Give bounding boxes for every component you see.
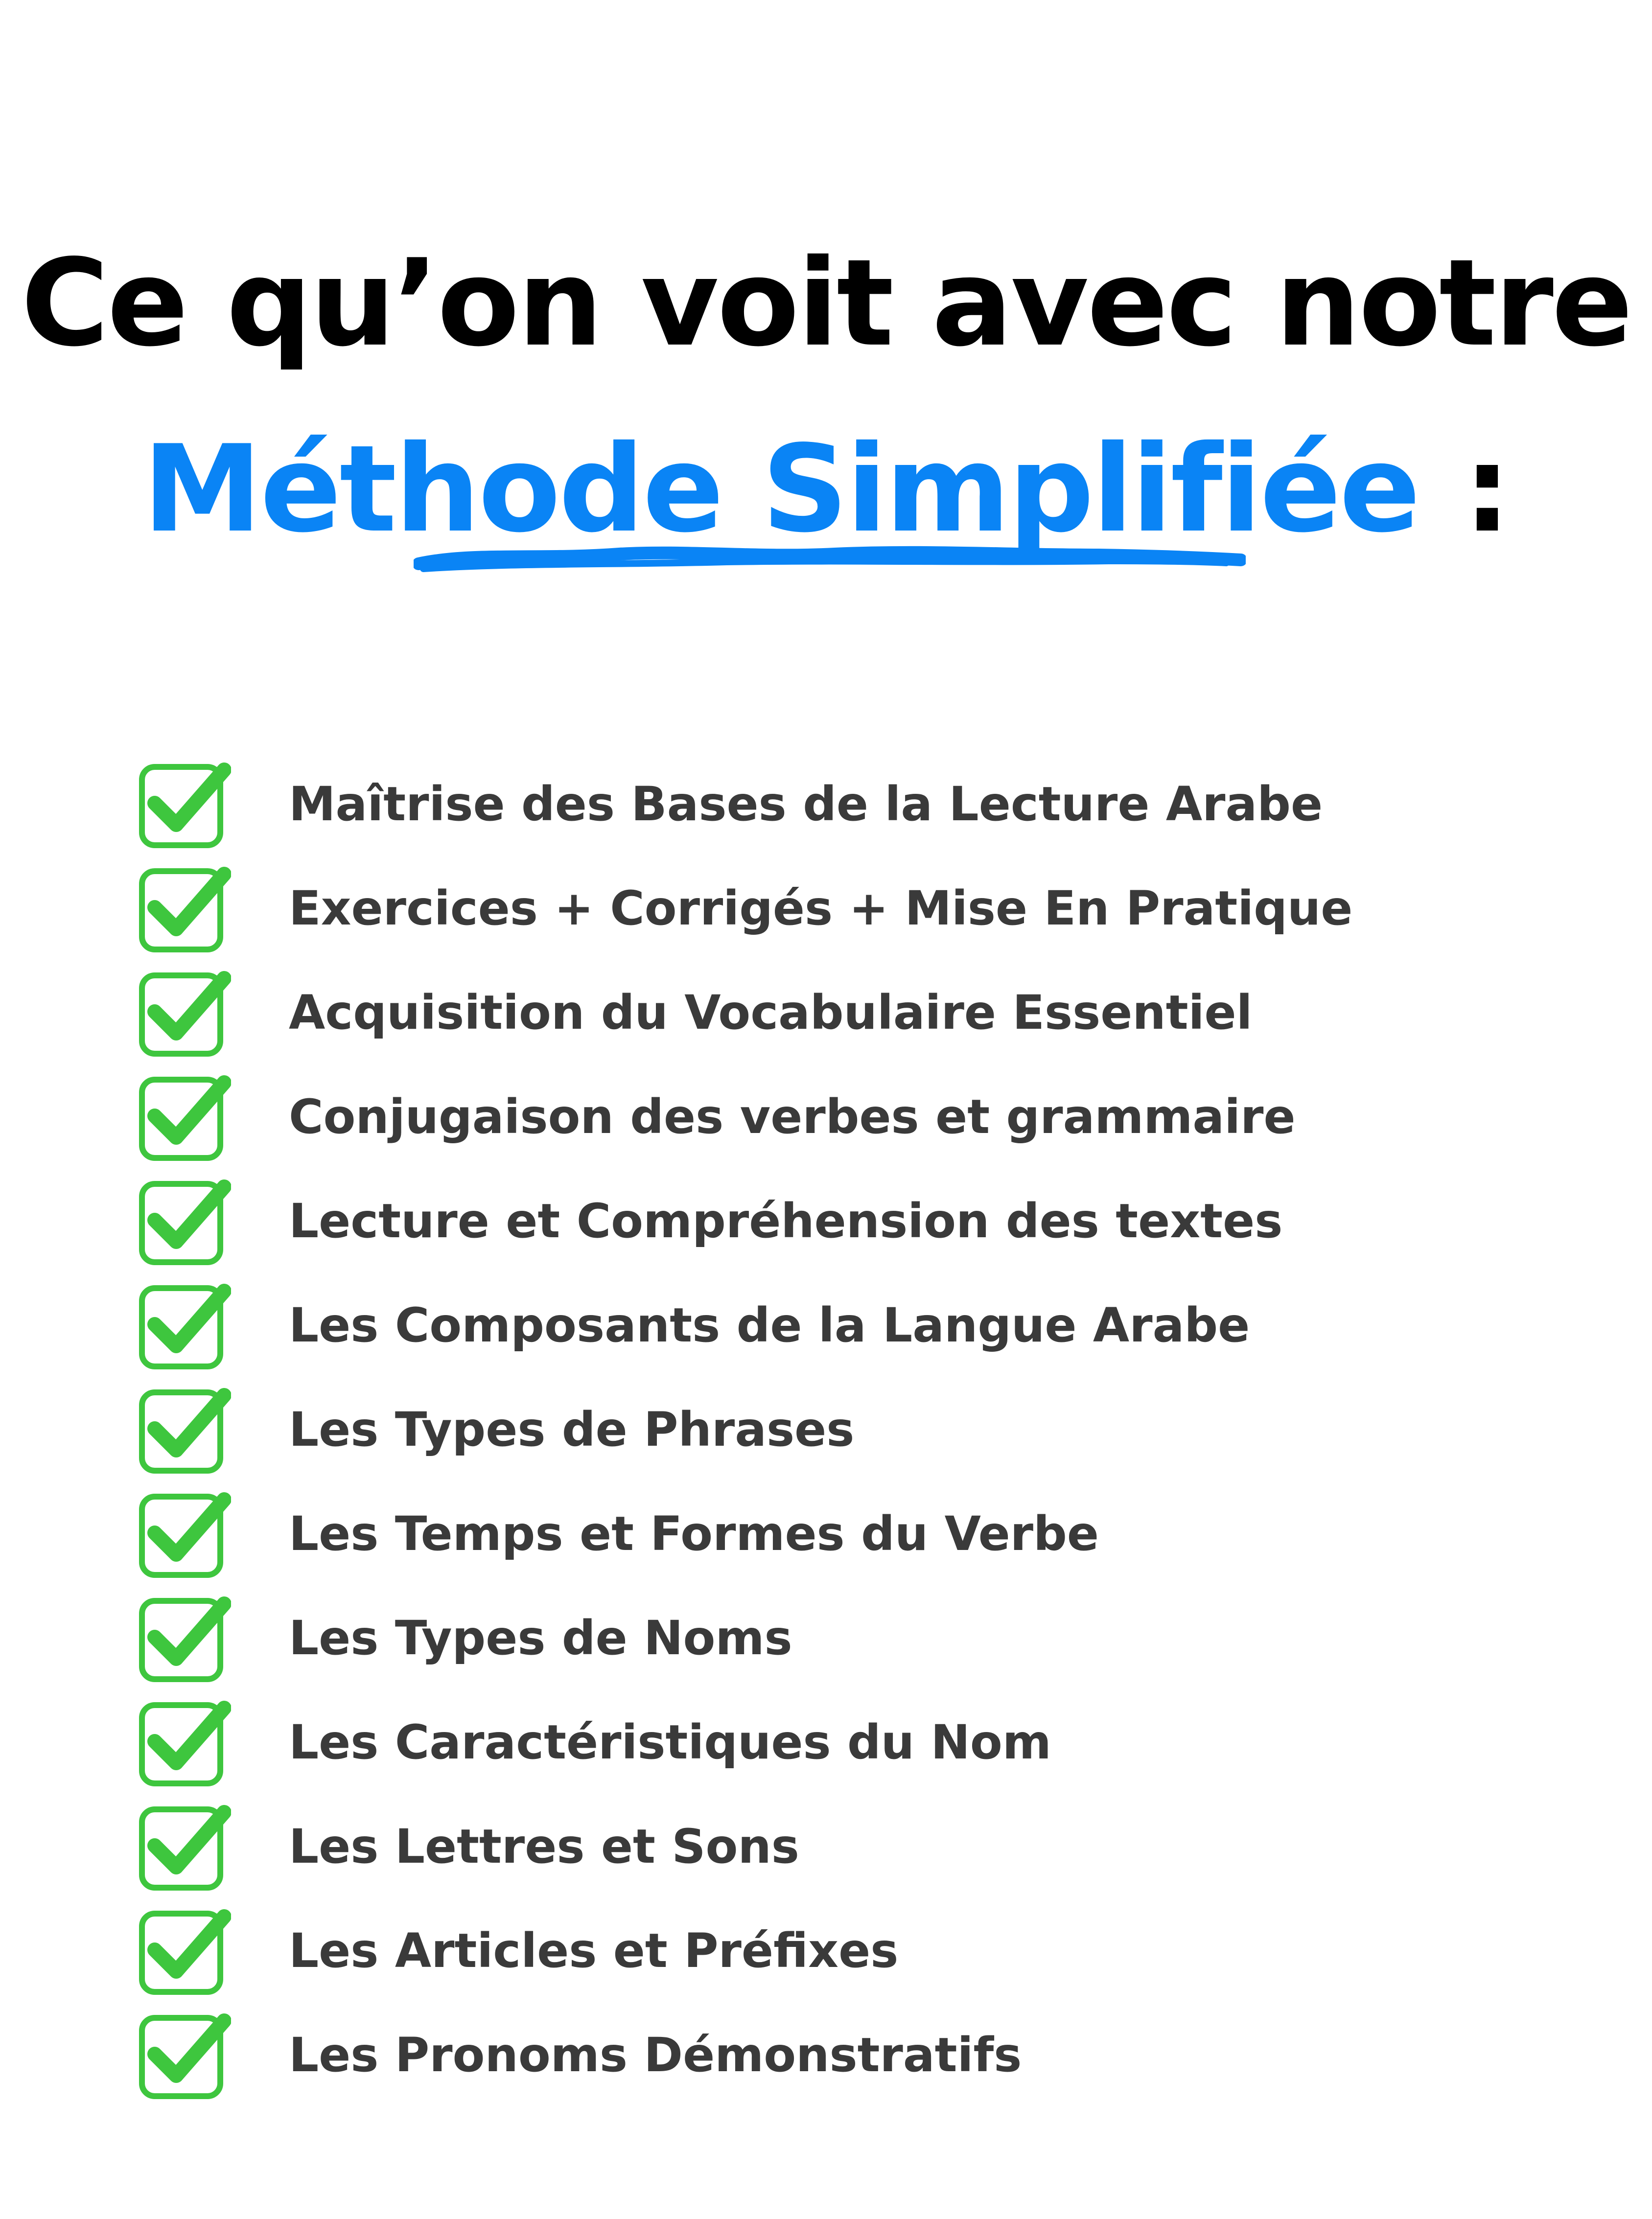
list-item-label: Les Articles et Préfixes <box>289 1923 899 1978</box>
checkbox-checked-icon <box>138 1590 231 1683</box>
checkbox-checked-icon <box>138 1069 231 1162</box>
brush-underline-icon <box>414 543 1246 582</box>
title-accent: Méthode Simplifiée <box>142 419 1419 559</box>
checkbox-checked-icon <box>138 1694 231 1787</box>
list-item <box>0 1382 1652 1486</box>
page-title <box>0 230 1652 563</box>
checkbox-checked-icon <box>138 860 231 953</box>
list-item-label: Les Types de Phrases <box>289 1402 855 1457</box>
list-item-label: Les Types de Noms <box>289 1611 792 1665</box>
list-item <box>0 965 1652 1069</box>
list-item <box>0 1173 1652 1277</box>
checkbox-checked-icon <box>138 1382 231 1475</box>
list-item-label: Exercices + Corrigés + Mise En Pratique <box>289 881 1353 936</box>
list-item <box>0 1694 1652 1799</box>
list-item-label: Maîtrise des Bases de la Lecture Arabe <box>289 777 1323 832</box>
list-item-label: Les Composants de la Langue Arabe <box>289 1298 1250 1353</box>
checkbox-checked-icon <box>138 756 231 849</box>
feature-checklist <box>0 756 1652 2111</box>
list-item <box>0 1277 1652 1382</box>
title-line-2 <box>0 416 1652 563</box>
title-colon: : <box>1463 419 1510 559</box>
checkbox-checked-icon <box>138 1903 231 1996</box>
list-item <box>0 2007 1652 2111</box>
list-item <box>0 756 1652 860</box>
list-item <box>0 1486 1652 1590</box>
list-item-label: Lecture et Compréhension des textes <box>289 1194 1283 1248</box>
list-item-label: Les Lettres et Sons <box>289 1819 799 1874</box>
list-item <box>0 860 1652 965</box>
list-item-label: Conjugaison des verbes et grammaire <box>289 1089 1296 1144</box>
list-item-label: Les Pronoms Démonstratifs <box>289 2028 1022 2082</box>
checkbox-checked-icon <box>138 1173 231 1266</box>
list-item-label: Les Temps et Formes du Verbe <box>289 1506 1099 1561</box>
list-item <box>0 1069 1652 1173</box>
checkbox-checked-icon <box>138 1799 231 1892</box>
checkbox-checked-icon <box>138 1486 231 1579</box>
list-item-label: Acquisition du Vocabulaire Essentiel <box>289 985 1253 1040</box>
checkbox-checked-icon <box>138 2007 231 2100</box>
list-item <box>0 1903 1652 2007</box>
title-line-1: Ce qu’on voit avec notre <box>21 233 1631 373</box>
list-item <box>0 1799 1652 1903</box>
checkbox-checked-icon <box>138 1277 231 1370</box>
list-item <box>0 1590 1652 1694</box>
list-item-label: Les Caractéristiques du Nom <box>289 1715 1051 1770</box>
checkbox-checked-icon <box>138 965 231 1058</box>
